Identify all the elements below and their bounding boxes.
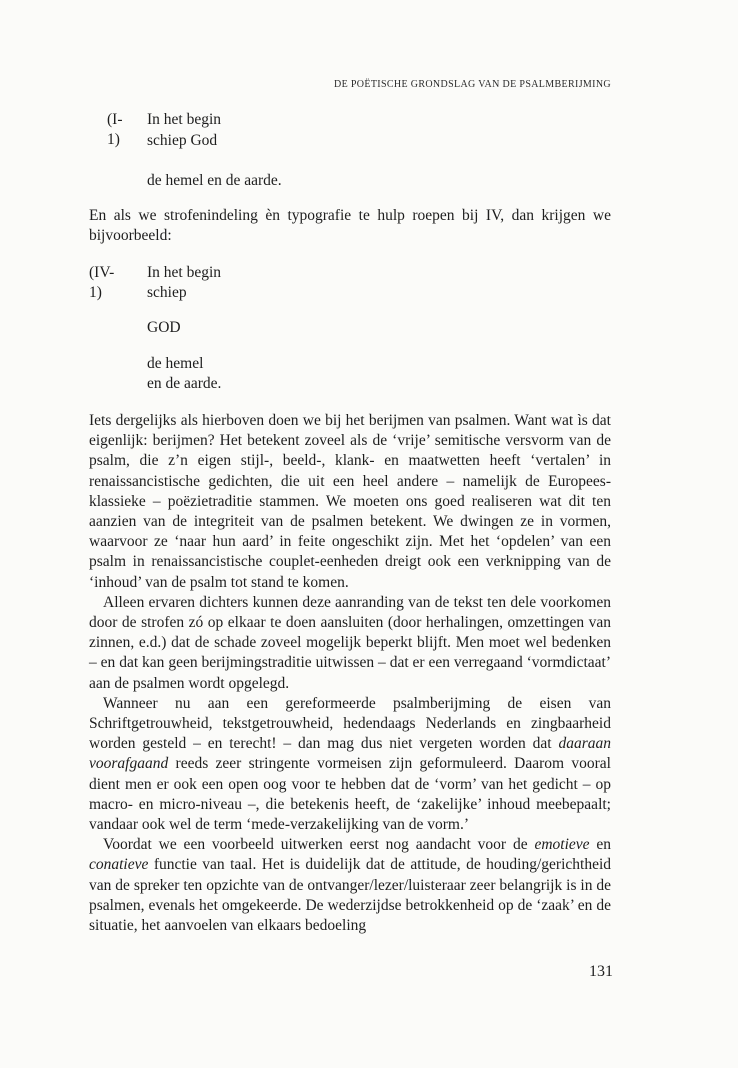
italic-term: conatieve — [89, 856, 149, 874]
paragraph: En als we strofenindeling èn typografie te hulp roepen bij IV, dan krijgen we bijvoorbeeld: — [89, 207, 611, 245]
poem-line: GOD — [147, 319, 181, 336]
poem-line: In het begin — [147, 111, 222, 128]
text-run: en — [596, 836, 612, 854]
poem-line: schiep God — [147, 132, 218, 149]
paragraph: Alleen ervaren dichters kunnen deze aanranding van de tekst ten dele voorkomen door de strofen zó op elkaar te doen aansluiten (door herhalingen, omzettingen van zinnen, e.d.) dat de schade zoveel mogelijk beperkt blijft. Men moet wel bedenken – en dat kan geen berijmingstraditie uitwissen – dat er een verregaand ‘vormdictaat’ aan de psalmen wordt opgelegd. — [89, 593, 611, 692]
poem-line: en de aarde. — [147, 375, 222, 392]
body-text — [89, 411, 611, 936]
italic-phrase: daaraan voorafgaand — [89, 735, 612, 773]
paragraph: Iets dergelijks als hierboven doen we bij het berijmen van psalmen. Want wat ìs dat eigenlijk: berijmen? Het betekent zoveel als de ‘vrije’ semitische versvorm van de psalm, die z’n eigen stijl-, beeld-, klank- en maatwetten heeft ‘vertalen’ in renaissancistische gedichten, die uit een heel andere – namelijk de Europees-klassieke – poëzietraditie stammen. We moeten ons goed realiseren wat dit ten aanzien van de integriteit van de psalmen betekent. We dwingen ze in vormen, waarvoor ze ‘naar hun aard’ in feite ongeschikt zijn. Met het ‘opdelen’ van een psalm in renaissancistische couplet-eenheden dreigt ook een verknipping van de ‘inhoud’ van de psalm tot stand te komen. — [89, 412, 611, 591]
poem-number: (I-1) — [107, 111, 123, 148]
text-run: functie van taal. Het is duidelijk dat de attitude, de houding/gerichtheid van de spreker ten opzichte van de ontvanger/lezer/luisteraar zeer belangrijk is in de psalmen, evenals het omgekeerde. De wederzijdse betrokkenheid op de ‘zaak’ en de situatie, het aanvoelen van elkaars bedoeling — [89, 856, 612, 935]
text-run: reeds zeer stringente vormeisen zijn geformuleerd. Daarom vooral dient men er ook een open oog voor te hebben dat de ‘vorm’ van het gedicht – op macro- en micro-niveau –, die betekenis heeft, de ‘zakelijke’ inhoud meebepaalt; vandaar ook wel de term ‘mede-verzakelijking van de vorm.’ — [89, 755, 611, 834]
text-run: Wanneer nu aan een gereformeerde psalmberijming de eisen van Schriftgetrouwheid, tekstgetrouwheid, hedendaags Nederlands en zingbaarheid worden gesteld – en terecht! – dan mag dus niet vergeten worden dat — [89, 694, 611, 753]
poem-line: schiep — [147, 284, 187, 301]
poem-line: de hemel en de aarde. — [147, 172, 282, 189]
poem-line: In het begin — [147, 264, 222, 281]
paragraph — [89, 835, 611, 936]
running-head: DE POËTISCHE GRONDSLAG VAN DE PSALMBERIJMING — [334, 79, 611, 90]
page-number: 131 — [589, 963, 613, 980]
text-run: Voordat we een voorbeeld uitwerken eerst nog aandacht voor de — [103, 836, 528, 854]
poem-number: (IV-1) — [89, 264, 115, 301]
italic-term: emotieve — [534, 836, 590, 854]
poem-line: de hemel — [147, 355, 204, 372]
intro-paragraph — [89, 206, 611, 246]
paragraph — [89, 694, 611, 835]
